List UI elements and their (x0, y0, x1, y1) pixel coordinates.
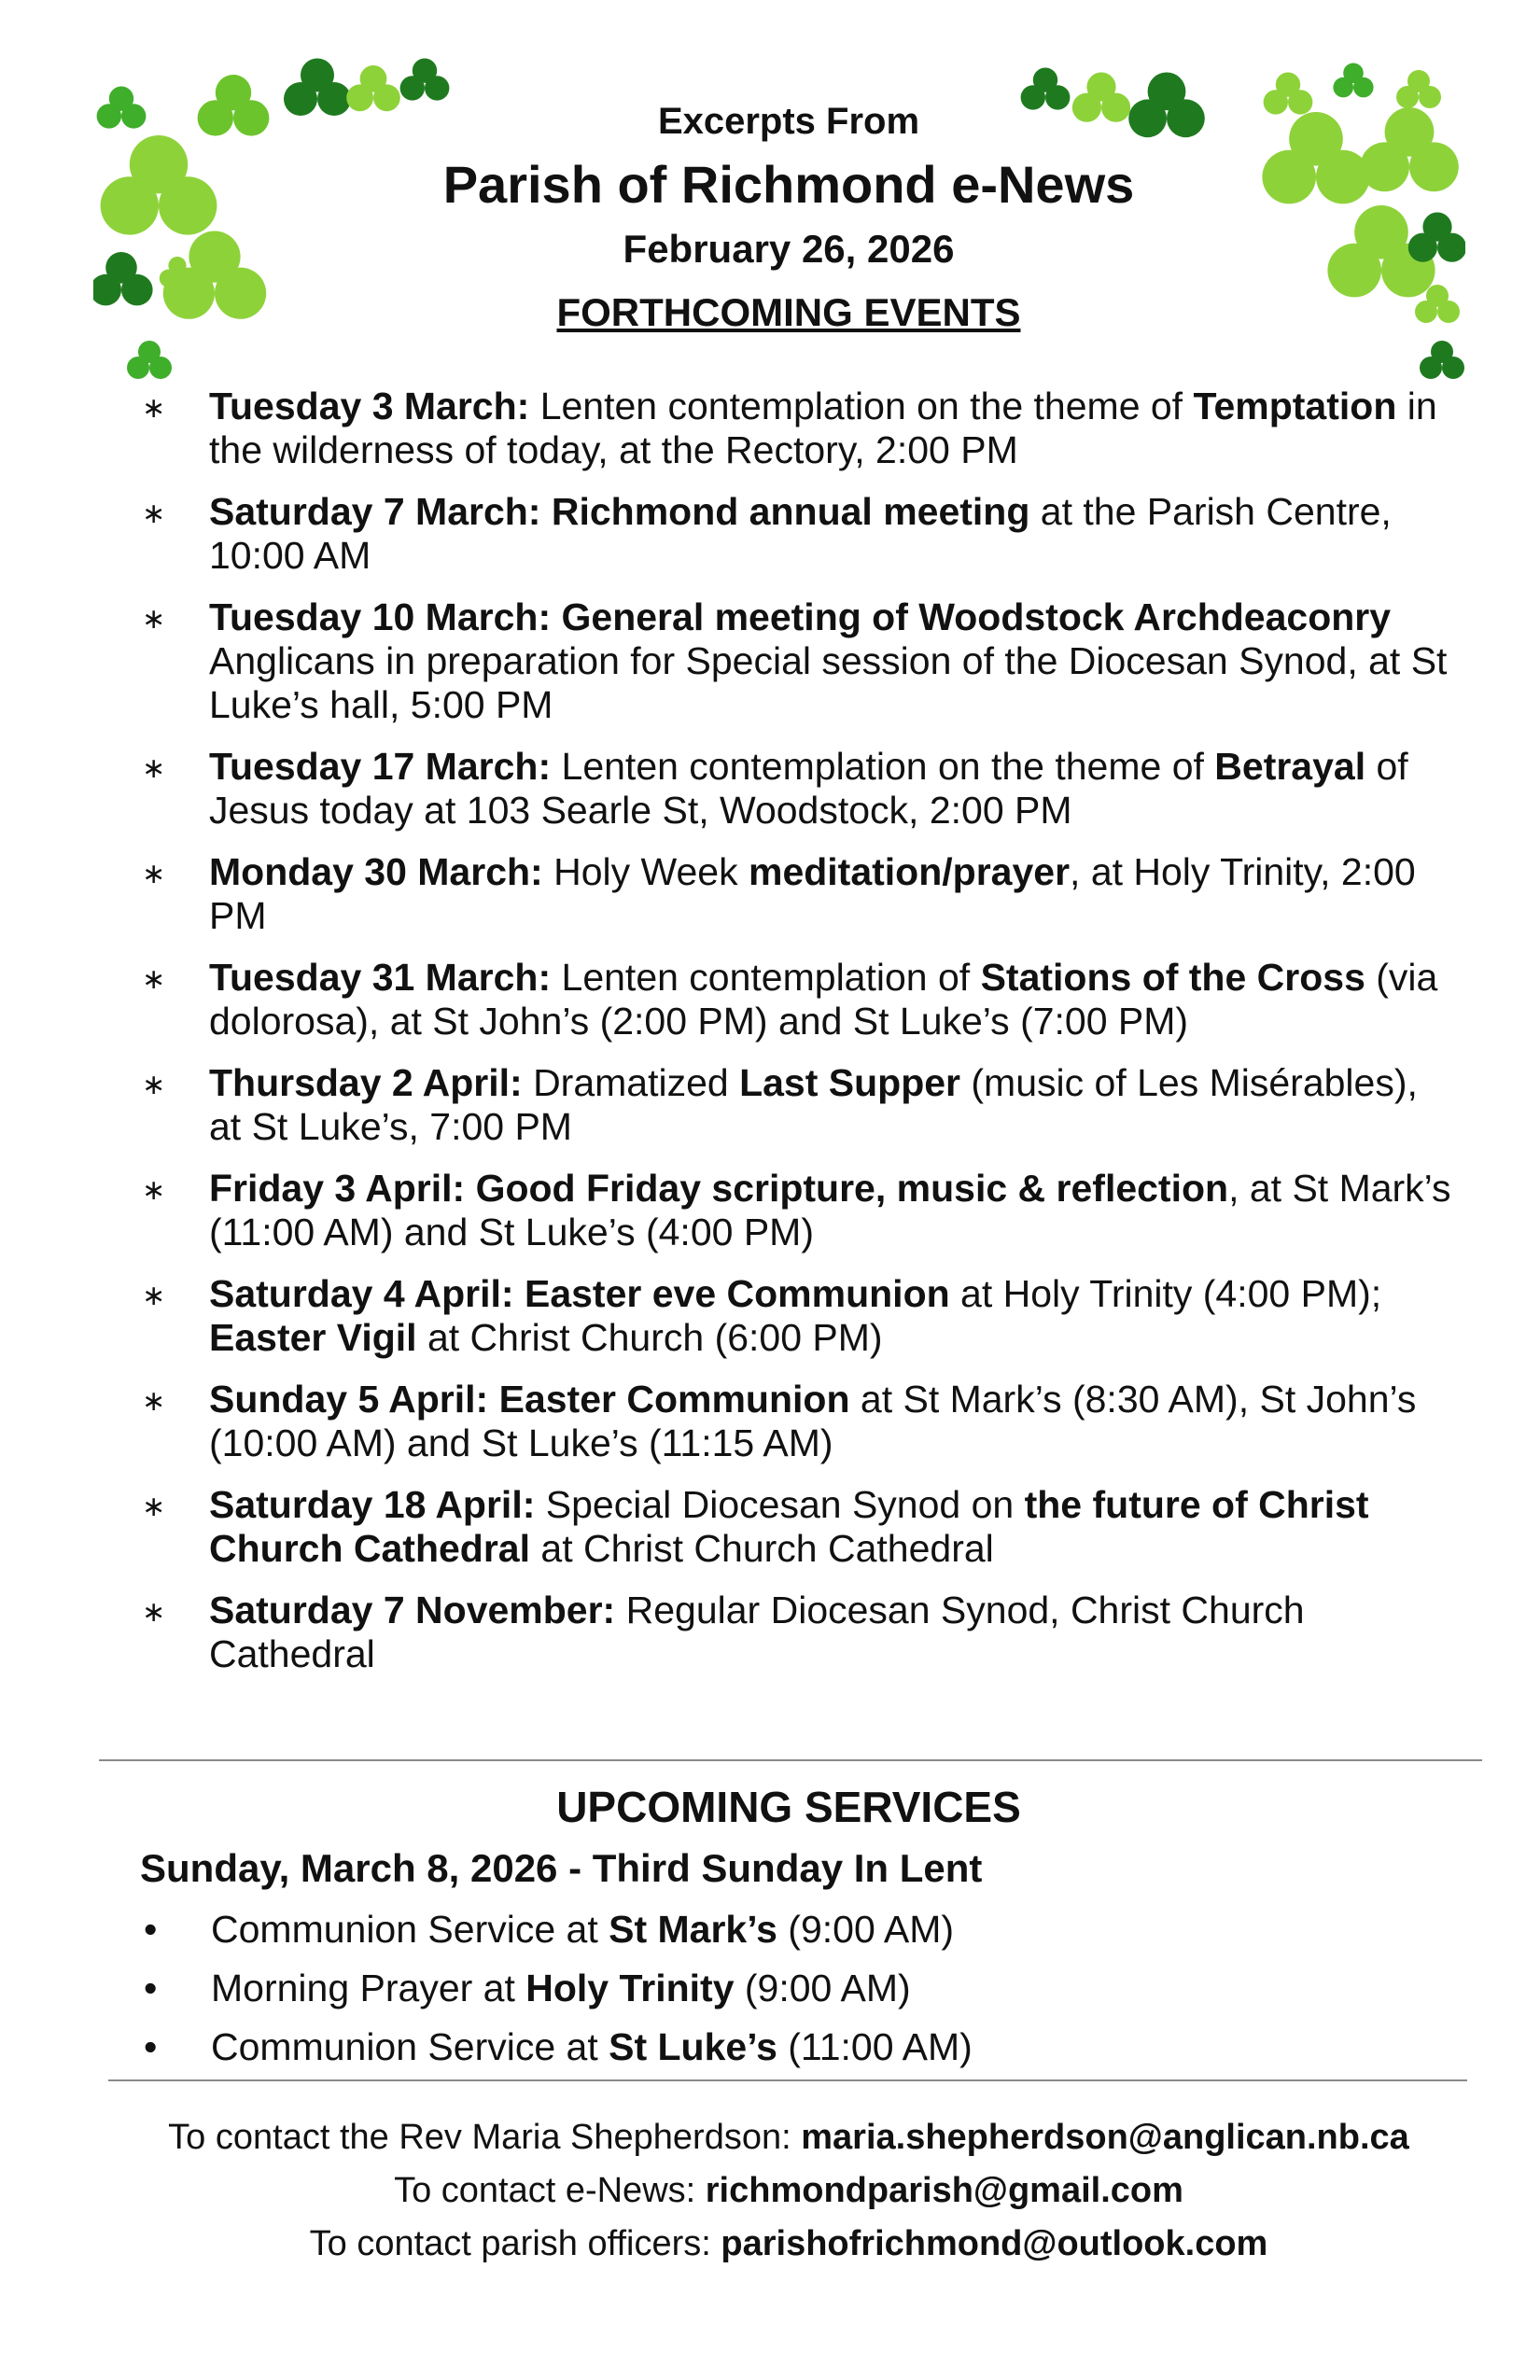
event-text: of Jesus today at 103 Searle St, Woodstock, 2:00 PM (209, 745, 1408, 832)
event-text: , at Holy Trinity, 2:00 PM (209, 850, 1416, 937)
forthcoming-events-heading: FORTHCOMING EVENTS (556, 290, 1021, 334)
service-text: Communion Service at (211, 2025, 609, 2068)
asterisk-icon: ∗ (142, 859, 166, 889)
service-item (140, 1900, 973, 1959)
service-item (140, 2018, 973, 2077)
event-highlight: Richmond annual meeting (551, 490, 1030, 533)
bullet-icon: • (144, 1967, 158, 2009)
event-item (131, 956, 1456, 1043)
event-item (131, 850, 1456, 938)
event-date: Sunday 5 April: (209, 1378, 489, 1421)
event-text: Lenten contemplation on the theme of (561, 745, 1215, 788)
contact-row (0, 2218, 1540, 2271)
event-item (131, 1167, 1456, 1254)
event-date: Saturday 7 March: (209, 490, 541, 533)
event-highlight: meditation/prayer (748, 850, 1071, 893)
event-text: at Christ Church Cathedral (530, 1527, 994, 1570)
event-highlight: Easter eve Communion (524, 1272, 950, 1315)
divider (108, 2079, 1467, 2081)
service-text: Communion Service at (211, 1908, 609, 1951)
event-highlight: Stations of the Cross (980, 956, 1365, 999)
service-place: St Mark’s (609, 1908, 777, 1951)
event-date: Saturday 7 November: (209, 1589, 616, 1631)
event-date: Tuesday 3 March: (209, 385, 530, 427)
event-date: Saturday 18 April: (209, 1483, 536, 1526)
event-highlight: General meeting of Woodstock Archdeaconry (561, 595, 1392, 638)
contact-row (0, 2111, 1540, 2164)
divider (99, 1759, 1482, 1761)
asterisk-icon: ∗ (142, 1386, 166, 1417)
event-date: Tuesday 17 March: (209, 745, 552, 788)
event-highlight: Easter Communion (498, 1378, 850, 1421)
bullet-icon: • (144, 2025, 158, 2068)
asterisk-icon: ∗ (142, 753, 166, 784)
contact-label: To contact parish officers: (309, 2224, 711, 2263)
event-text: at Christ Church (6:00 PM) (416, 1316, 883, 1359)
event-highlight: Good Friday scripture, music & reflection (475, 1167, 1229, 1210)
service-time: (9:00 AM) (734, 1967, 911, 2009)
newsletter-header (0, 93, 1540, 347)
pre-title: Excerpts From (657, 101, 920, 142)
event-highlight: Temptation (1193, 385, 1397, 427)
event-text: , at St Mark’s (11:00 AM) and St Luke’s (4:00 PM) (209, 1167, 1451, 1253)
asterisk-icon: ∗ (142, 393, 166, 424)
event-text: (music of Les Misérables), at St Luke’s, 7:00 PM (209, 1061, 1418, 1148)
event-date: Monday 30 March: (209, 850, 543, 893)
event-text: Regular Diocesan Synod, Christ Church Cathedral (209, 1589, 1305, 1675)
event-text: Lenten contemplation of (561, 956, 981, 999)
event-text: Lenten contemplation on the theme of (539, 385, 1194, 427)
services-list (140, 1900, 973, 2077)
event-date: Saturday 4 April: (209, 1272, 514, 1315)
event-item (131, 1483, 1456, 1571)
asterisk-icon: ∗ (142, 1491, 166, 1522)
asterisk-icon: ∗ (142, 964, 166, 995)
event-text: at Holy Trinity (4:00 PM); (949, 1272, 1382, 1315)
event-item (131, 385, 1456, 472)
event-text: Dramatized (533, 1061, 740, 1104)
events-list (131, 385, 1456, 1694)
event-highlight: Betrayal (1214, 745, 1366, 788)
service-time: (11:00 AM) (777, 2025, 973, 2068)
asterisk-icon: ∗ (142, 604, 166, 635)
service-time: (9:00 AM) (777, 1908, 955, 1951)
event-text: at St Mark’s (8:30 AM), St John’s (10:00 AM) and St Luke’s (11:15 AM) (209, 1378, 1417, 1464)
event-highlight: the future of Christ Church Cathedral (209, 1483, 1369, 1570)
event-text: Holy Week (553, 850, 749, 893)
event-item (131, 1589, 1456, 1676)
contact-email-link[interactable]: richmondparish@gmail.com (705, 2171, 1183, 2210)
event-item (131, 595, 1456, 727)
contact-row (0, 2164, 1540, 2218)
contact-label: To contact the Rev Maria Shepherdson: (168, 2118, 791, 2157)
service-place: St Luke’s (609, 2025, 777, 2068)
event-date: Friday 3 April: (209, 1167, 466, 1210)
contact-label: To contact e-News: (394, 2171, 696, 2210)
event-item (131, 1378, 1456, 1465)
asterisk-icon: ∗ (142, 1281, 166, 1311)
event-date: Tuesday 10 March: (209, 595, 552, 638)
event-item (131, 1061, 1456, 1149)
event-text: (via dolorosa), at St John’s (2:00 PM) and St Luke’s (7:00 PM) (209, 956, 1438, 1043)
event-item (131, 490, 1456, 578)
bullet-icon: • (144, 1908, 158, 1951)
event-text: at the Parish Centre, 10:00 AM (209, 490, 1392, 577)
contact-email-link[interactable]: parishofrichmond@outlook.com (721, 2224, 1268, 2263)
page-title: Parish of Richmond e-News (442, 155, 1135, 214)
contact-block (0, 2111, 1540, 2271)
service-text: Morning Prayer at (211, 1967, 526, 2009)
event-item (131, 745, 1456, 833)
event-text: in the wilderness of today, at the Rectory, 2:00 PM (209, 385, 1437, 471)
upcoming-services-heading: UPCOMING SERVICES (556, 1783, 1021, 1831)
asterisk-icon: ∗ (142, 1175, 166, 1206)
event-highlight: Easter Vigil (209, 1316, 417, 1359)
asterisk-icon: ∗ (142, 498, 166, 529)
event-text: Special Diocesan Synod on (545, 1483, 1025, 1526)
service-place: Holy Trinity (525, 1967, 735, 2009)
service-item (140, 1959, 973, 2018)
event-item (131, 1272, 1456, 1360)
event-date: Thursday 2 April: (209, 1061, 523, 1104)
event-text: Anglicans in preparation for Special session of the Diocesan Synod, at St Luke’s hall, 5:00 PM (209, 639, 1448, 726)
services-date: Sunday, March 8, 2026 - Third Sunday In Lent (140, 1846, 983, 1890)
event-highlight: Last Supper (739, 1061, 961, 1104)
event-date: Tuesday 31 March: (209, 956, 552, 999)
issue-date: February 26, 2026 (623, 227, 955, 271)
asterisk-icon: ∗ (142, 1070, 166, 1100)
contact-email-link[interactable]: maria.shepherdson@anglican.nb.ca (801, 2118, 1409, 2157)
asterisk-icon: ∗ (142, 1597, 166, 1628)
